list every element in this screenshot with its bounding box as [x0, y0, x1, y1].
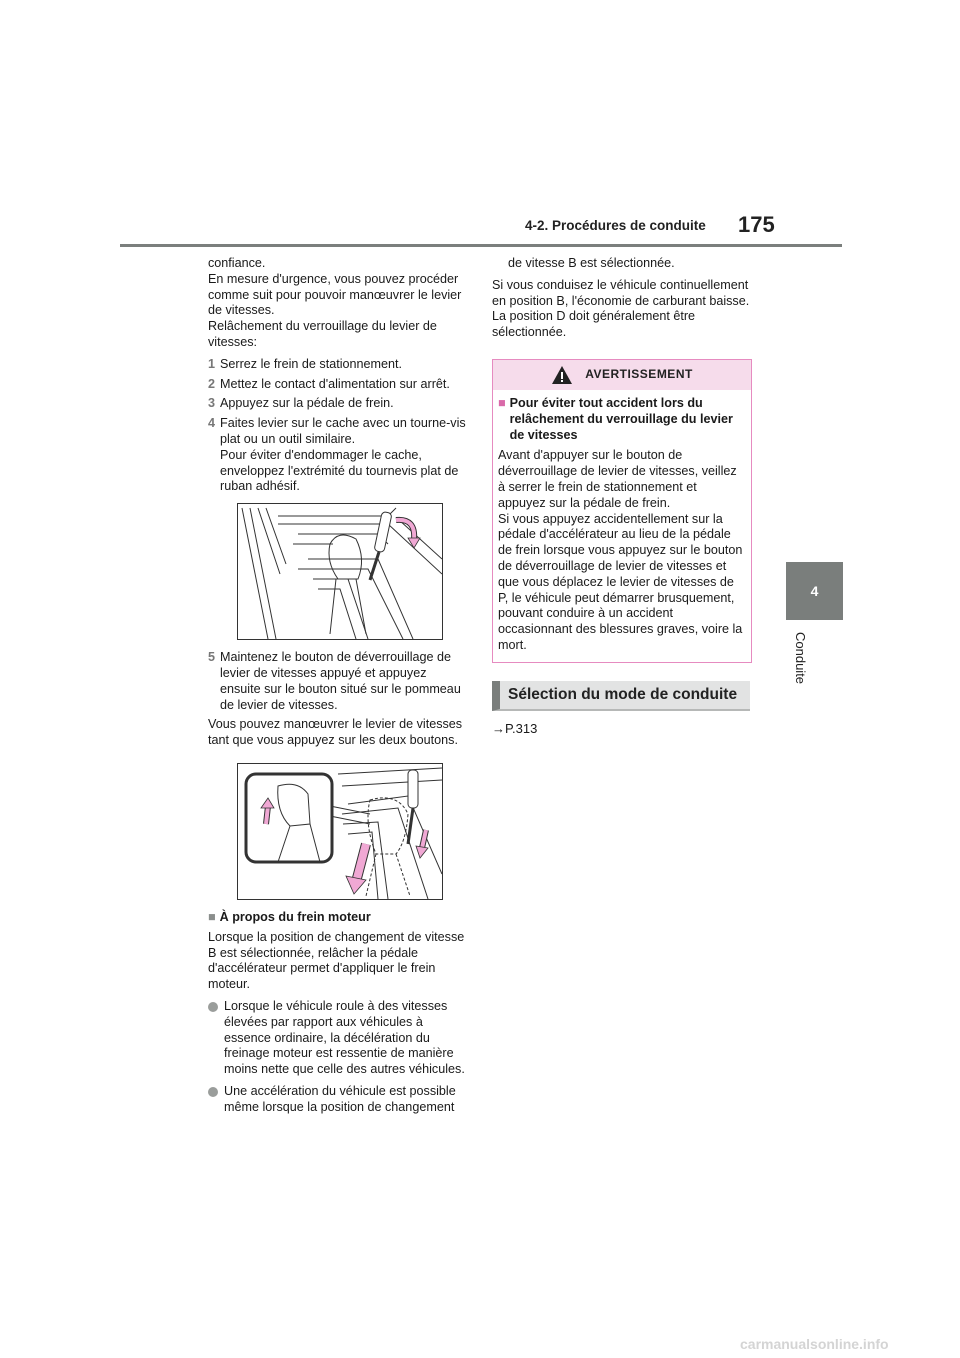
- bullet-text: Une accélération du véhicule est possible même lorsque la position de changement: [224, 1083, 456, 1114]
- warning-triangle-icon: [551, 365, 573, 385]
- figure-press-buttons: [237, 763, 443, 900]
- page-number: 175: [738, 212, 775, 237]
- step-1: [208, 357, 470, 373]
- warning-paragraph-2: Si vous appuyez accidentellement sur la pédale d'accélérateur au lieu de la pédale de frein lorsque vous appuyez sur le bouton de déverrouillage de levier de vitesses et que vous déplacez le levier de vitesses de P, le véhicule peut démarrer brusquement, pouvant conduire à un accident occasionnant des blessures graves, voire la mort.: [498, 511, 743, 652]
- page-reference-link[interactable]: →P.313: [492, 720, 538, 736]
- warning-title: AVERTISSEMENT: [585, 367, 693, 382]
- footer-watermark-url: carmanualsonline.info: [740, 1336, 889, 1352]
- warning-box: [492, 359, 752, 663]
- round-bullet-icon: [208, 1084, 224, 1095]
- shift-lever-cover-illustration: [238, 504, 442, 639]
- chapter-tab[interactable]: 4: [786, 562, 843, 620]
- step-5: [208, 650, 470, 713]
- continued-text: de vitesse B est sélectionnée.: [508, 256, 675, 270]
- figure-pry-cover: [237, 503, 443, 640]
- intro-line-3: Relâchement du verrouillage du levier de vitesses:: [208, 319, 437, 349]
- step-4-note: Pour éviter d'endommager le cache, enveloppez l'extrémité du tournevis plat de ruban adhésif.: [220, 447, 459, 494]
- step-number: 2: [208, 376, 216, 391]
- right-column: [492, 256, 754, 737]
- header-rule: [120, 244, 842, 247]
- bullet-item: [208, 1084, 470, 1116]
- step-text: Mettez le contact d'alimentation sur arrêt.: [220, 376, 450, 391]
- step-text: Faites levier sur le cache avec un tourne-vis plat ou un outil similaire.: [220, 416, 466, 446]
- warning-paragraph-1: Avant d'appuyer sur le bouton de déverrouillage de levier de vitesses, veillez à serrer le frein de stationnement et appuyez sur la pédale de frein.: [498, 448, 737, 510]
- section-heading: Sélection du mode de conduite: [492, 681, 750, 711]
- engine-brake-title: À propos du frein moteur: [219, 909, 371, 924]
- step-4: [208, 416, 470, 448]
- after-step-5: Vous pouvez manœuvrer le levier de vitesses tant que vous appuyez sur les deux boutons.: [208, 717, 463, 748]
- bullet-item: [208, 999, 470, 1078]
- warning-header: [493, 360, 751, 390]
- step-text: Serrez le frein de stationnement.: [220, 356, 403, 371]
- step-number: 1: [208, 356, 216, 371]
- engine-brake-heading: [208, 910, 470, 926]
- step-text: Maintenez le bouton de déverrouillage de levier de vitesses appuyé et appuyez ensuite sur le bouton situé sur le pommeau de levier de vitesses.: [220, 650, 461, 712]
- intro-line-1: confiance.: [208, 256, 266, 270]
- screwdriver-icon: [370, 512, 392, 581]
- left-column: [208, 256, 470, 1120]
- shift-lever-buttons-illustration: [238, 764, 442, 899]
- header-section-title: 4-2. Procédures de conduite: [525, 218, 706, 233]
- warning-body: [493, 390, 751, 662]
- square-bullet-icon: ■: [498, 395, 506, 410]
- step-3: [208, 396, 470, 412]
- step-text: Appuyez sur la pédale de frein.: [220, 396, 394, 411]
- chapter-label: Conduite: [793, 632, 808, 685]
- step-number: 5: [208, 650, 216, 665]
- intro-line-2: En mesure d'urgence, vous pouvez procéder comme suit pour pouvoir manœuvrer le levier de vitesses.: [208, 271, 462, 318]
- engine-brake-text: Lorsque la position de changement de vitesse B est sélectionnée, relâcher la pédale d'accélérateur permet d'appliquer le frein moteur.: [208, 929, 465, 992]
- square-bullet-icon: ■: [208, 909, 216, 924]
- step-2: [208, 377, 470, 393]
- round-bullet-icon: [208, 999, 224, 1010]
- bullet-text: Lorsque le véhicule roule à des vitesses élevées par rapport aux véhicules à essence ordinaire, la décélération du freinage moteur est ressentie de manière moins nette que celle des autres véhicules.: [224, 998, 465, 1077]
- screwdriver-icon: [408, 770, 418, 844]
- b-position-paragraph: Si vous conduisez le véhicule continuellement en position B, l'économie de carburant baisse. La position D doit généralement être sélectionnée.: [492, 277, 750, 340]
- warning-subtitle: Pour éviter tout accident lors du relâchement du verrouillage du levier de vitesses: [509, 395, 733, 442]
- step-number: 4: [208, 416, 216, 431]
- step-number: 3: [208, 396, 216, 411]
- warning-subheading: [498, 396, 745, 443]
